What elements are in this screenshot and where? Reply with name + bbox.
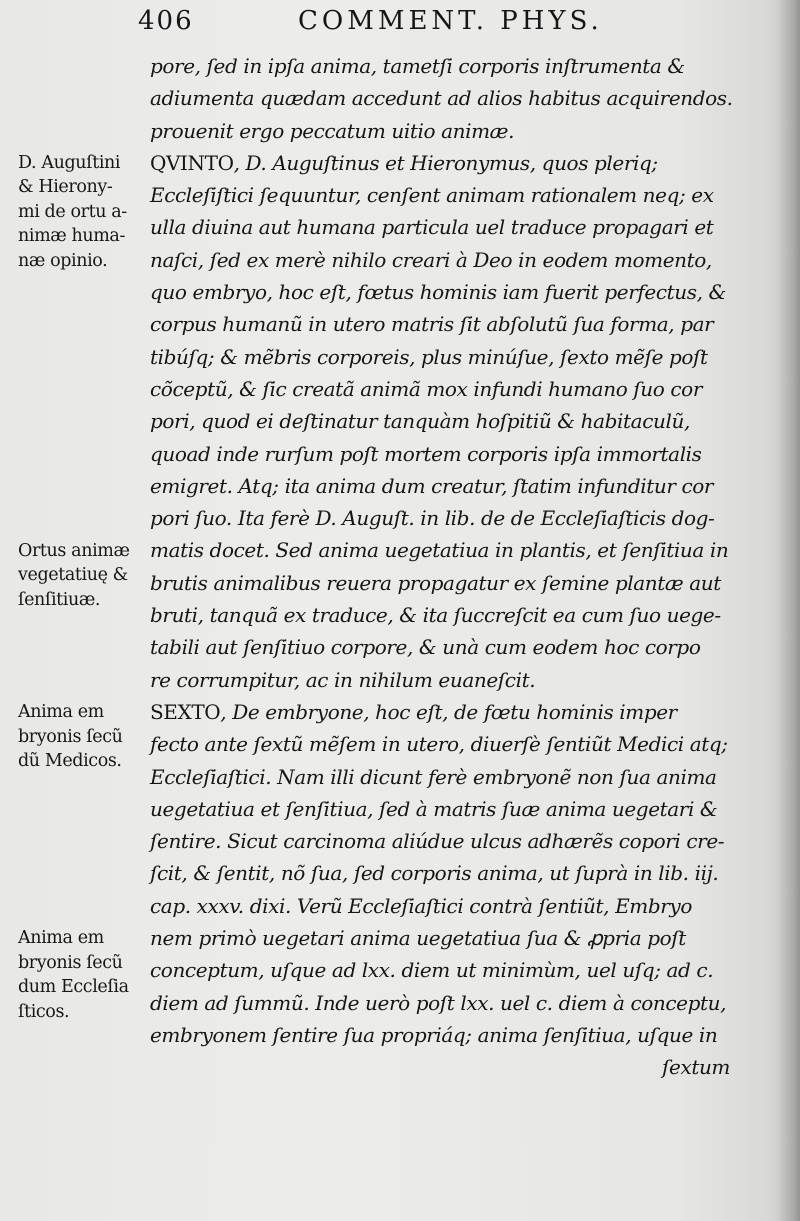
section-lead-word: SEXTO: [150, 699, 221, 724]
line-text: , D. Auguſtinus et Hieronymus, quos pleriq;: [233, 150, 658, 175]
margin-note-line: dũ Medicos.: [18, 751, 122, 771]
line-text: uegetatiua et ſenſitiua, ſed à matris ſuæ anima uegetari &: [150, 796, 718, 821]
text-line: [150, 82, 750, 114]
margin-note-line: & Hierony-: [18, 177, 113, 198]
margin-note-line: bryonis ſecũ: [18, 726, 123, 747]
line-text: adiumenta quædam accedunt ad alios habitus acquirendos.: [150, 86, 733, 111]
line-text: prouenit ergo peccatum uitio animæ.: [150, 118, 515, 143]
margin-note-line: ſenſitiuæ.: [18, 589, 101, 610]
margin-note: [18, 539, 156, 613]
main-text-column: [150, 50, 750, 1084]
line-text: tibúſq; & mẽbris corporeis, plus minúſue, ſexto mẽſe poſt: [150, 344, 708, 369]
text-line: [150, 502, 750, 534]
text-line: [150, 599, 750, 631]
line-text: naſci, ſed ex merè nihilo creari à Deo in eodem momento,: [150, 247, 712, 272]
line-text: conceptum, uſque ad lxx. diem ut minimùm, uel uſq; ad c.: [150, 958, 714, 983]
text-line: [150, 987, 750, 1019]
line-text: re corrumpitur, ac in nihilum euaneſcit.: [150, 667, 536, 692]
text-line: [150, 373, 750, 405]
text-line: [150, 276, 750, 308]
text-line: [150, 179, 750, 211]
text-line: [150, 825, 750, 857]
text-line: [150, 761, 750, 793]
line-text: matis docet. Sed anima uegetatiua in plantis, et ſenſitiua in: [150, 538, 729, 563]
text-line: [150, 696, 750, 728]
line-text: ſentire. Sicut carcinoma aliúdue ulcus adhærẽs copori cre-: [150, 829, 725, 854]
text-line: [150, 211, 750, 243]
margin-note-line: ſticos.: [18, 1001, 70, 1022]
line-text: corpus humanũ in utero matris ſit abſolutũ ſua forma, par: [150, 312, 714, 337]
text-line: [150, 857, 750, 889]
line-text: pori ſuo. Ita ferè D. Auguſt. in lib. de de Eccleſiaſticis dog-: [150, 506, 715, 531]
margin-note-line: nimæ huma-: [18, 226, 125, 247]
line-text: bruti, tanquã ex traduce, & ita ſuccreſcit ea cum ſuo uege-: [150, 603, 721, 628]
line-text: embryonem ſentire ſua propriáq; anima ſenſitiua, uſque in: [150, 1022, 718, 1047]
text-line: [150, 1051, 750, 1083]
line-text: quoad inde rurſum poſt mortem corporis ipſa immortalis: [150, 441, 702, 466]
text-line: [150, 405, 750, 437]
line-text: ulla diuina aut humana particula uel traduce propagari et: [150, 215, 714, 240]
text-line: [150, 147, 750, 179]
line-text: Eccleſiaſtici. Nam illi dicunt ferè embryonẽ non ſua anima: [150, 764, 717, 789]
margin-note-line: næ opinio.: [18, 250, 108, 271]
margin-note: [18, 926, 156, 1024]
line-text: pore, ſed in ipſa anima, tametſi corporis inſtrumenta &: [150, 54, 685, 78]
margin-note-line: Ortus animæ: [18, 540, 130, 561]
margin-note-line: D. Auguſtini: [18, 152, 121, 173]
text-line: [150, 308, 750, 340]
text-line: [150, 954, 750, 986]
text-line: [150, 534, 750, 566]
line-text: nem primò uegetari anima uegetatiua ſua & ꝓpria poſt: [150, 926, 686, 951]
text-line: [150, 567, 750, 599]
line-text: emigret. Atq; ita anima dum creatur, ſtatim infunditur cor: [150, 473, 714, 498]
line-text: cõceptũ, & ſic creatã animã mox infundi humano ſuo cor: [150, 376, 702, 401]
text-line: [150, 1019, 750, 1051]
line-text: ſextum: [662, 1055, 731, 1080]
line-text: diem ad ſummũ. Inde uerò poſt lxx. uel c. diem à conceptu,: [150, 990, 727, 1015]
margin-note-line: Anima em: [18, 928, 104, 949]
text-line: [150, 890, 750, 922]
text-line: [150, 631, 750, 663]
text-line: [150, 728, 750, 760]
line-text: brutis animalibus reuera propagatur ex ſemine plantæ aut: [150, 570, 721, 595]
text-line: [150, 438, 750, 470]
margin-note: [18, 700, 156, 774]
page-header: [138, 6, 768, 46]
margin-note: [18, 151, 156, 274]
line-text: fecto ante ſextũ mẽſem in utero, diuerſè ſentiũt Medici atq;: [150, 732, 728, 757]
page-number: 406: [138, 6, 194, 36]
text-line: [150, 244, 750, 276]
text-line: [150, 922, 750, 954]
text-line: [150, 470, 750, 502]
margin-note-line: bryonis ſecũ: [18, 952, 123, 973]
text-line: [150, 115, 750, 147]
text-line: [150, 793, 750, 825]
line-text: quo embryo, hoc eſt, fœtus hominis iam fuerit perfectus, &: [150, 280, 726, 305]
text-line: [150, 664, 750, 696]
running-title: COMMENT. PHYS.: [298, 6, 603, 36]
section-lead-word: QVINTO: [150, 150, 234, 175]
text-line: [150, 50, 750, 82]
line-text: Eccleſiſtici ſequuntur, cenſent animam rationalem neq; ex: [150, 183, 714, 208]
line-text: ſcit, & ſentit, nõ ſua, ſed corporis anima, ut ſuprà in lib. iij.: [150, 861, 719, 886]
line-text: cap. xxxv. dixi. Verũ Eccleſiaſtici contrà ſentiũt, Embryo: [150, 893, 692, 918]
margin-note-line: mi de ortu a-: [18, 201, 127, 222]
text-line: [150, 341, 750, 373]
margin-note-line: Anima em: [18, 702, 104, 722]
line-text: tabili aut ſenſitiuo corpore, & unà cum eodem hoc corpo: [150, 635, 701, 660]
line-text: pori, quod ei deſtinatur tanquàm hoſpitiũ & habitaculũ,: [150, 409, 690, 434]
margin-note-line: dum Eccleſia: [18, 977, 129, 998]
margin-note-line: vegetatiuę &: [18, 565, 128, 585]
line-text: , De embryone, hoc eſt, de fœtu hominis imper: [220, 699, 677, 724]
